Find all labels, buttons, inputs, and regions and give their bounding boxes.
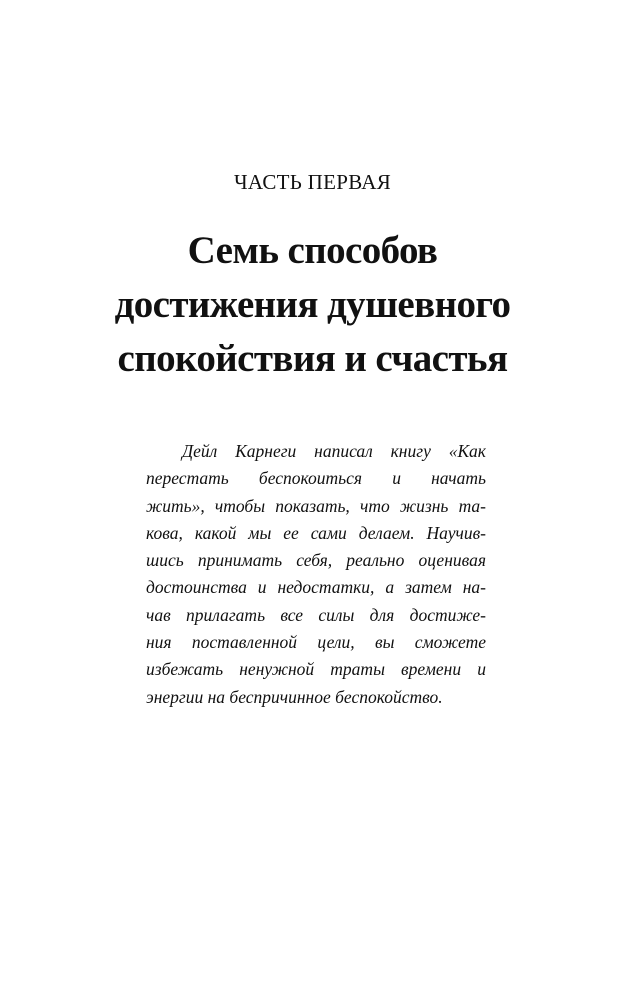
epigraph-line: избежать ненужной траты времени и bbox=[146, 659, 486, 680]
epigraph-line: шись принимать себя, реально оценивая bbox=[146, 550, 486, 571]
epigraph bbox=[146, 438, 486, 711]
part-label: ЧАСТЬ ПЕРВАЯ bbox=[233, 170, 392, 194]
title-line: достижения душевного bbox=[114, 283, 511, 326]
title-line: спокойствия и счастья bbox=[117, 337, 508, 380]
epigraph-line: перестать беспокоиться и начать bbox=[146, 468, 486, 489]
epigraph-line: достоинства и недостатки, а затем на- bbox=[146, 577, 486, 598]
chapter-title bbox=[60, 224, 565, 386]
epigraph-line: Дейл Карнеги написал книгу «Как bbox=[182, 441, 486, 461]
epigraph-line: энергии на беспричинное беспокойство. bbox=[146, 686, 443, 707]
epigraph-line: жить», чтобы показать, что жизнь та- bbox=[146, 495, 486, 516]
epigraph-line: чав прилагать все силы для достиже- bbox=[146, 604, 486, 625]
epigraph-line: кова, какой мы ее сами делаем. Научив- bbox=[146, 522, 486, 543]
epigraph-line: ния поставленной цели, вы сможете bbox=[146, 632, 486, 653]
title-line: Семь способов bbox=[187, 229, 438, 272]
